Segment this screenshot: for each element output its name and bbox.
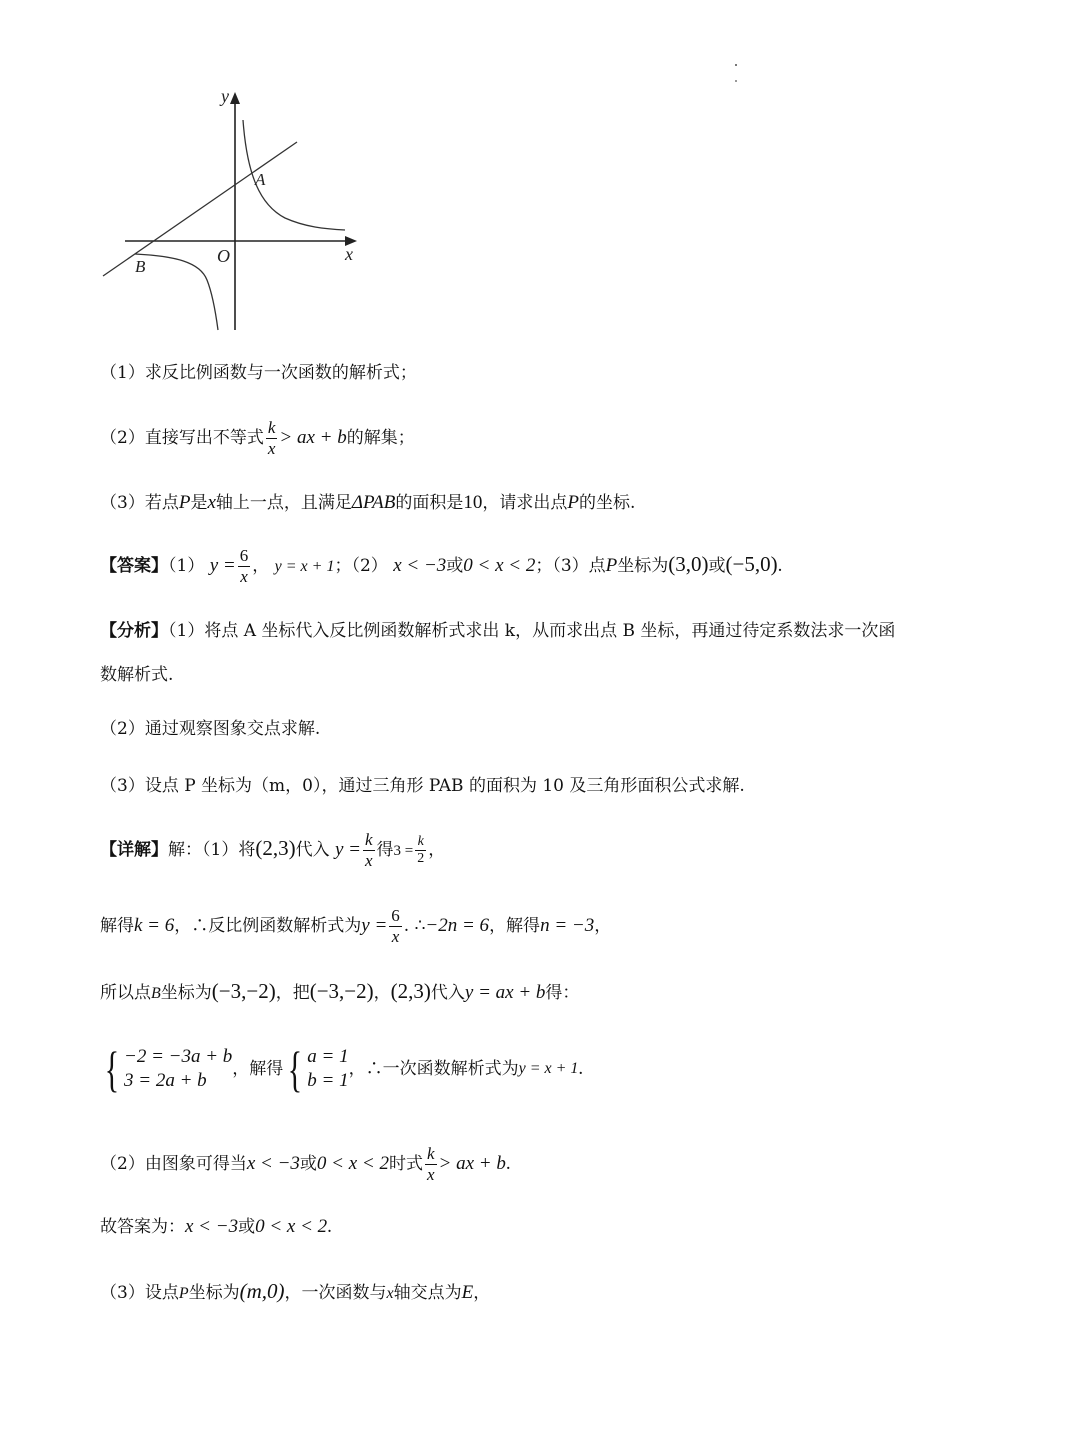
detail-text: ， [373,983,391,1003]
answer-math: y = x + 1 [274,558,335,575]
y-axis-label: y [221,86,229,106]
detail-math: x < −3 [246,1153,300,1174]
answer-math: 0 < x < 2 [463,555,536,576]
detail-math: k = 6 [134,915,175,936]
system-equation: 3 = 2a + b [124,1070,207,1091]
detail-math: y = [361,915,388,936]
hyperbola-branch-q3 [135,254,218,330]
detail-math: (m,0) [239,1279,285,1303]
linear-function-line [103,142,297,276]
detail-text: ，∴反比例函数解析式为 [174,916,362,936]
q3-text: 轴上一点，且满足 [215,493,352,513]
answer-text: 或 [446,556,464,576]
equation-system-2 [283,1041,349,1097]
detail-math: E [461,1282,474,1303]
fraction-numerator: k [415,834,426,851]
detail-math: y = [334,839,361,860]
question-2 [100,418,415,459]
detail-text: . [578,1058,584,1079]
detail-text: 所以点 [100,983,151,1003]
detail-text: 解得 [100,916,134,936]
detail-text: 时式 [388,1154,423,1174]
fraction-denominator: x [267,439,276,458]
detail-text: 或 [299,1154,317,1174]
analysis-line-2 [100,662,173,688]
detail-line-6 [100,1214,332,1240]
detail-line-7 [100,1278,490,1307]
q3-text: 的坐标. [579,493,636,513]
detail-text: ， [594,916,612,936]
detail-text: （2）由图象可得当 [100,1154,247,1174]
fraction-6-over-x [389,906,402,947]
answer-math: (3,0) [668,552,709,576]
scan-speck [735,80,737,82]
detail-math: 0 < x < 2 [316,1153,389,1174]
detail-text: 故答案为： [100,1217,185,1237]
point-a-label: A [255,170,266,189]
detail-text: 代入 [295,840,330,860]
answer-text: 坐标为 [617,556,669,576]
detail-text: 或 [238,1217,256,1237]
origin-label: O [217,246,230,266]
detail-math: −2n = 6 [425,915,490,936]
question-2-prefix: （2）直接写出不等式 [100,428,264,448]
detail-line-5 [100,1144,511,1185]
point-b-label: B [135,257,146,276]
scan-speck [735,64,737,66]
detail-math: (2,3) [255,836,296,860]
fraction-numerator: 6 [391,906,400,925]
detail-math: (2,3) [390,979,431,1003]
q3-var-p: P [567,492,580,513]
analysis-tag: 【分析】 [100,621,168,641]
system-equation: a = 1 [307,1046,349,1067]
q3-area-value: 10 [463,492,483,513]
detail-math: x < −3 [185,1216,239,1237]
detail-math: y = ax + b [464,982,546,1003]
fraction-numerator: k [426,1144,435,1163]
detail-text: . ∴ [403,916,426,936]
analysis-text: （2）通过观察图象交点求解. [100,719,321,739]
detail-math: B [151,985,161,1002]
detail-text: 坐标为 [160,983,212,1003]
q3-text: 是 [190,493,208,513]
detail-line-3 [100,978,579,1007]
detail-text: . [505,1153,511,1174]
detail-text: 得： [545,983,580,1003]
detail-text: ， [473,1283,491,1303]
detail-text: ，解得 [232,1059,284,1079]
detail-math: (−3,−2) [211,979,276,1003]
q3-triangle: ΔPAB [351,492,396,513]
answer-text: 或 [708,556,726,576]
analysis-line-1 [100,618,895,644]
question-1-text: （1）求反比例函数与一次函数的解析式； [100,363,417,383]
left-brace-icon: { [104,1041,120,1097]
answer-text: ；（3）点 [535,556,606,576]
fraction-numerator: k [365,830,373,849]
answer-text: . [777,555,783,576]
detail-math: 3 = [393,843,414,859]
fraction-denominator: x [240,567,248,586]
analysis-text: （3）设点 P 坐标为（m，0），通过三角形 PAB 的面积为 10 及三角形面积公式求解. [100,776,745,796]
detail-math: y = x + 1 [518,1060,579,1077]
detail-math: x [386,1285,394,1302]
detail-math: n = −3 [540,915,595,936]
q3-text: ，请求出点 [482,493,568,513]
left-brace-icon: { [288,1041,303,1097]
q3-text: 的面积是 [395,493,464,513]
function-graph-figure [95,80,365,340]
fraction-denominator: x [365,851,373,870]
analysis-line-3 [100,716,320,742]
q3-text: （3）若点 [100,493,179,513]
answer-math: P [605,555,618,576]
detail-text: ， [428,840,446,860]
fraction-k-over-x [363,830,375,871]
answer-line [100,546,782,587]
detail-text: （3）设点 [100,1283,179,1303]
answer-math: y = [209,555,236,576]
detail-text: ，一次函数与 [284,1283,387,1303]
detail-math: > ax + b [438,1153,506,1174]
detail-text: ，解得 [489,916,541,936]
analysis-text: （1）将点 A 坐标代入反比例函数解析式求出 k，从而求出点 B 坐标，再通过待定系数法求一次函 [168,621,896,641]
answer-math: (−5,0) [725,552,778,576]
fraction-denominator: 2 [417,851,425,866]
answer-text: ；（2） [334,556,388,576]
q3-var-p: P [178,492,191,513]
equation-system-1 [100,1041,233,1097]
question-3 [100,490,635,516]
detail-text: 代入 [430,983,465,1003]
x-axis-label: x [345,244,353,264]
fraction-denominator: x [426,1165,435,1184]
question-1 [100,360,417,386]
detail-line-1 [100,830,445,871]
answer-text: （1） [168,556,205,576]
detail-math: (−3,−2) [309,979,374,1003]
fraction-k-over-x [425,1144,437,1185]
detail-text: 得 [376,840,394,860]
answer-text: ， [252,556,270,576]
system-equation: −2 = −3a + b [124,1046,233,1067]
detail-math: P [178,1285,189,1302]
answer-tag: 【答案】 [100,556,168,576]
detail-line-2 [100,906,611,947]
y-axis-arrow [230,92,240,104]
detail-text: ，把 [275,983,310,1003]
system-equation: b = 1 [307,1070,349,1091]
inequality-rhs: > ax + b [279,427,347,448]
detail-text: 解：（1）将 [168,840,256,860]
detail-math: 0 < x < 2 [255,1216,328,1237]
analysis-line-4 [100,773,745,799]
answer-math: x < −3 [393,555,447,576]
detail-text: 坐标为 [188,1283,240,1303]
fraction-numerator: 6 [239,546,249,565]
fraction-6-over-x [238,546,251,587]
fraction-numerator: k [267,418,276,437]
detail-text: ，∴一次函数解析式为 [348,1059,519,1079]
fraction-k-over-x [266,418,278,459]
fraction-denominator: x [391,927,400,946]
detail-tag: 【详解】 [100,840,168,860]
q3-var-x: x [207,492,216,513]
detail-line-4 [100,1041,584,1097]
question-2-suffix: 的解集； [346,428,415,448]
analysis-text: 数解析式. [100,665,174,685]
fraction-k-over-2 [415,834,426,867]
detail-text: . [327,1216,332,1237]
detail-text: 轴交点为 [393,1283,462,1303]
